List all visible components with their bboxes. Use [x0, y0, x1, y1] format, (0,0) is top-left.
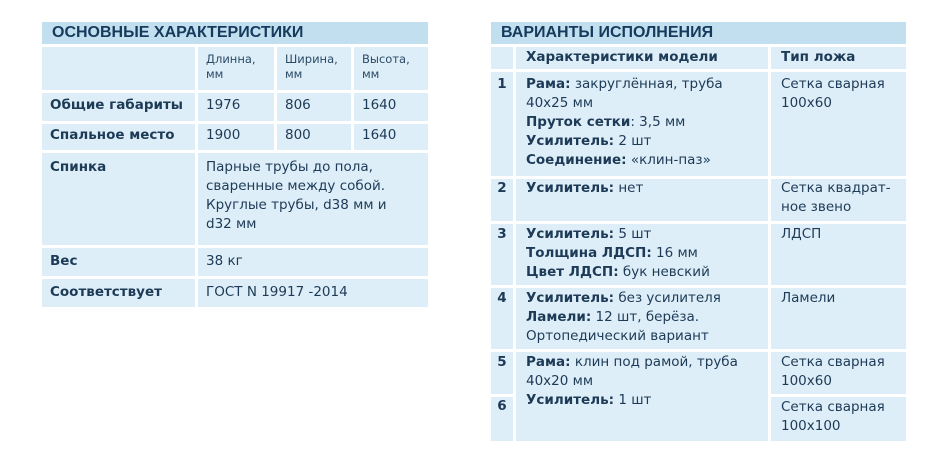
weight-label: Вес	[42, 248, 195, 276]
spec-key: Рама:	[526, 354, 571, 370]
spec-value: без усилителя	[614, 290, 721, 306]
model-col-header: Характеристики модели	[516, 47, 768, 69]
spec-key: Рама:	[526, 76, 571, 92]
overall-length-value: 1976	[198, 93, 274, 121]
sleep-length-value: 1900	[198, 124, 274, 150]
sleep-area-label: Спальное место	[42, 124, 195, 150]
variants-title: ВАРИАНТЫ ИСПОЛНЕНИЯ	[491, 22, 906, 44]
spec-value: закруглённая, труба 40х25 мм	[526, 76, 723, 111]
variant-specs	[516, 352, 768, 441]
variant-number: 1	[491, 72, 513, 176]
variant-bed-type: Сетка сварная 100х100	[771, 397, 906, 441]
spec-value: : 3,5 мм	[630, 114, 686, 130]
variant-number: 2	[491, 179, 513, 221]
main-specs-title: ОСНОВНЫЕ ХАРАКТЕРИСТИКИ	[42, 22, 428, 44]
spec-key: Толщина ЛДСП:	[526, 245, 652, 261]
spec-value: 12 шт, берёза. Ортопедический вариант	[526, 309, 709, 344]
spec-key: Цвет ЛДСП:	[526, 264, 619, 280]
variant-specs	[516, 72, 768, 176]
spec-value: 5 шт	[614, 226, 652, 242]
variant-specs	[516, 179, 768, 221]
spec-key: Усилитель:	[526, 290, 615, 306]
dim-header-height: Высота, мм	[354, 47, 428, 90]
spec-value: 1 шт	[614, 392, 652, 408]
sleep-height-value: 1640	[354, 124, 428, 150]
back-value: Парные трубы до пола, сваренные между собой. Круглые трубы, d38 мм и d32 мм	[198, 153, 428, 245]
variant-bed-type: Ламели	[771, 288, 906, 349]
variant-bed-type: Сетка сварная 100х60	[771, 352, 906, 394]
variant-number: 6	[491, 397, 513, 441]
dim-header-width: Ширина, мм	[277, 47, 351, 90]
variant-number: 3	[491, 224, 513, 285]
variant-number: 4	[491, 288, 513, 349]
variant-bed-type: Сетка квадрат- ное звено	[771, 179, 906, 221]
back-label: Спинка	[42, 153, 195, 245]
standard-label: Соответствует	[42, 279, 195, 307]
spec-value: нет	[614, 180, 644, 196]
variant-specs	[516, 288, 768, 349]
spec-key: Усилитель:	[526, 133, 615, 149]
variant-specs	[516, 224, 768, 285]
weight-value: 38 кг	[198, 248, 428, 276]
overall-height-value: 1640	[354, 93, 428, 121]
spec-key: Ламели:	[526, 309, 592, 325]
overall-width-value: 806	[277, 93, 351, 121]
spec-key: Соединение:	[526, 152, 627, 168]
spec-value: бук невский	[618, 264, 710, 280]
spec-key: Усилитель:	[526, 226, 615, 242]
spec-key: Усилитель:	[526, 392, 615, 408]
standard-value: ГОСТ N 19917 -2014	[198, 279, 428, 307]
type-col-header: Тип ложа	[771, 47, 906, 69]
spec-key: Пруток сетки	[526, 114, 631, 130]
dim-header-empty	[42, 47, 195, 90]
variant-bed-type: Сетка сварная 100х60	[771, 72, 906, 176]
dim-header-length: Длинна, мм	[198, 47, 274, 90]
overall-dims-label: Общие габариты	[42, 93, 195, 121]
spec-key: Усилитель:	[526, 180, 615, 196]
num-col-header	[491, 47, 513, 69]
variant-bed-type: ЛДСП	[771, 224, 906, 285]
spec-value: клин под рамой, труба 40х20 мм	[526, 354, 738, 389]
spec-value: 16 мм	[651, 245, 698, 261]
sleep-width-value: 800	[277, 124, 351, 150]
spec-value: 2 шт	[614, 133, 652, 149]
spec-value: «клин-паз»	[626, 152, 711, 168]
variant-number: 5	[491, 352, 513, 394]
